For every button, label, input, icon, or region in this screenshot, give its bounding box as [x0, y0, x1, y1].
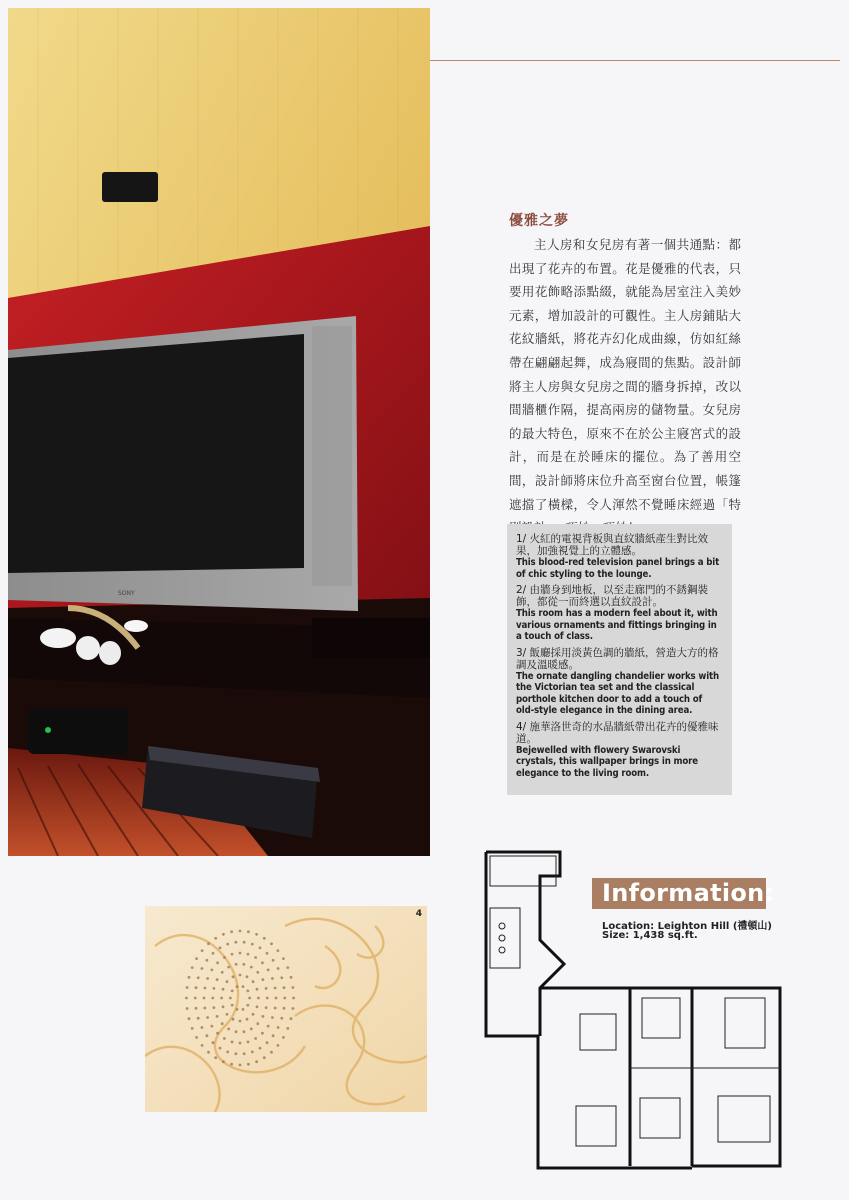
crystal-dot — [227, 1028, 230, 1031]
crystal-dot — [256, 1022, 259, 1025]
crystal-dot — [195, 986, 198, 989]
crystal-dot — [239, 974, 242, 977]
crystal-dot — [207, 1051, 210, 1054]
crystal-dot — [246, 990, 249, 993]
crystal-dot — [266, 1041, 269, 1044]
crystal-dot — [201, 949, 204, 952]
crystal-dot — [204, 1007, 207, 1010]
crystal-dot — [243, 941, 246, 944]
crystal-dot — [255, 1060, 258, 1063]
crystal-dot — [226, 943, 229, 946]
crystal-dot — [223, 956, 226, 959]
crystal-dot — [265, 987, 268, 990]
crystal-dot — [211, 969, 214, 972]
crystal-dot — [239, 952, 242, 955]
captions-box — [507, 524, 732, 795]
crystal-dot — [283, 1007, 286, 1010]
crystal-dot — [231, 953, 234, 956]
information-heading: Information: — [592, 878, 766, 909]
crystal-dot — [248, 997, 251, 1000]
crystal-dot — [267, 1025, 270, 1028]
crystal-dot — [254, 1037, 257, 1040]
crystal-dot — [222, 988, 225, 991]
crystal-dot — [251, 943, 254, 946]
location-text: Location: Leighton Hill (禮頓山) — [602, 921, 772, 932]
size-text: Size: 1,438 sq.ft. — [602, 930, 698, 941]
crystal-dot — [201, 1026, 204, 1029]
crystal-dot — [231, 990, 234, 993]
crystal-dot — [203, 997, 206, 1000]
caption-en: This blood-red television panel brings a bit of chic styling to the lounge. — [516, 557, 720, 580]
crystal-dot — [274, 987, 277, 990]
crystal-dot — [256, 988, 259, 991]
crystal-dot — [274, 1007, 277, 1010]
crystal-dot — [211, 997, 214, 1000]
crystal-dot — [222, 1060, 225, 1063]
crystal-dot — [207, 942, 210, 945]
crystal-dot — [246, 1004, 249, 1007]
photo-number: 4 — [415, 909, 422, 919]
crystal-dot — [185, 997, 188, 1000]
crystal-dot — [272, 1034, 275, 1037]
crystal-dot — [222, 1005, 225, 1008]
crystal-dot — [255, 933, 258, 936]
crystal-dot — [235, 1052, 238, 1055]
crystal-dot — [282, 1036, 285, 1039]
crystal-dot — [239, 1020, 242, 1023]
crystal-dot — [221, 971, 224, 974]
crystal-dot — [239, 1042, 242, 1045]
crystal-dot — [283, 997, 286, 1000]
crystal-dot — [250, 1028, 253, 1031]
wallpaper-photo — [145, 906, 427, 1112]
crystal-dot — [231, 1004, 234, 1007]
crystal-dot — [252, 980, 255, 983]
caption-en: This room has a modern feel about it, with various ornaments and fittings bringing in a touch of class. — [516, 608, 718, 642]
crystal-dot — [188, 976, 191, 979]
crystal-dot — [277, 1026, 280, 1029]
crystal-dot — [257, 997, 260, 1000]
article-title: 優雅之夢 — [509, 213, 569, 229]
crystal-dot — [262, 978, 265, 981]
crystal-dot — [236, 1008, 239, 1011]
crystal-dot — [256, 971, 259, 974]
crystal-dot — [286, 966, 289, 969]
crystal-dot — [206, 1016, 209, 1019]
crystal-dot — [272, 959, 275, 962]
crystal-dot — [290, 1017, 293, 1020]
crystal-dot — [216, 978, 219, 981]
crystal-dot — [235, 1030, 238, 1033]
crystal-dot — [246, 975, 249, 978]
crystal-dot — [247, 1041, 250, 1044]
crystal-dot — [292, 1007, 295, 1010]
living-room-photo — [8, 8, 430, 856]
crystal-dot — [280, 1017, 283, 1020]
crystal-dot — [195, 1007, 198, 1010]
crystal-dot — [216, 1015, 219, 1018]
crystal-dot — [282, 957, 285, 960]
speaker-shape — [102, 172, 158, 202]
crystal-dot — [239, 930, 242, 933]
crystal-dot — [247, 953, 250, 956]
caption-3 — [516, 647, 723, 717]
crystal-dot — [266, 952, 269, 955]
crystal-dot — [243, 1030, 246, 1033]
crystal-dot — [263, 1056, 266, 1059]
crystal-dot — [286, 1027, 289, 1030]
crystal-dot — [259, 947, 262, 950]
crystal-dot — [277, 949, 280, 952]
crystal-dot — [277, 1044, 280, 1047]
crystal-dot — [247, 1063, 250, 1066]
crystal-dot — [243, 963, 246, 966]
crystal-dot — [195, 957, 198, 960]
crystal-dot — [231, 1041, 234, 1044]
crystal-dot — [263, 937, 266, 940]
crystal-dot — [275, 997, 278, 1000]
crystal-dot — [262, 1015, 265, 1018]
crystal-dot — [213, 1006, 216, 1009]
crystal-dot — [197, 1017, 200, 1020]
crystal-dot — [270, 1051, 273, 1054]
crystal-dot — [206, 959, 209, 962]
crystal-dot — [195, 1036, 198, 1039]
crystal-dot — [290, 976, 293, 979]
crystal-dot — [243, 1052, 246, 1055]
crystal-dot — [226, 1051, 229, 1054]
caption-zh: 2/ 由牆身到地板，以至走廊門的不銹鋼裝飾，都從一而終選以直紋設計。 — [516, 584, 709, 608]
crystal-dot — [242, 1008, 245, 1011]
crystal-dot — [270, 942, 273, 945]
crystal-dot — [201, 1044, 204, 1047]
crystal-dot — [212, 952, 215, 955]
crystal-dot — [261, 1032, 264, 1035]
crystal-dot — [186, 1007, 189, 1010]
crystal-dot — [283, 986, 286, 989]
crystal-dot — [227, 966, 230, 969]
crystal-dot — [250, 966, 253, 969]
crystal-dot — [267, 969, 270, 972]
crystal-dot — [206, 977, 209, 980]
crystal-dot — [229, 997, 232, 1000]
crystal-dot — [201, 967, 204, 970]
crystal-dot — [186, 986, 189, 989]
crystal-dot — [191, 1027, 194, 1030]
crystal-dot — [292, 986, 295, 989]
crystal-dot — [216, 1032, 219, 1035]
crystal-dot — [219, 1047, 222, 1050]
caption-1 — [516, 533, 723, 580]
crystal-dot — [252, 1013, 255, 1016]
crystal-dot — [204, 987, 207, 990]
crystal-dot — [191, 966, 194, 969]
article-body: 主人房和女兒房有著一個共通點：都出現了花卉的布置。花是優雅的代表，只要用花飾略添點綴，就能為居室注入美妙元素，增加設計的可觀性。主人房鋪貼大花紋牆紙，將花卉幻化成曲線，仿如紅絲帶在翩翩起舞，成為寢間的焦點。設計師將主人房與女兒房之間的牆身拆掉，改以間牆櫃作隔，提高兩房的儲物量。女兒房的最大特色，原來不在於公主寢宮式的設計，而是在於睡床的擺位。為了善用空間，設計師將床位升高至窗台位置，帳篷遮擋了橫樑，令人渾然不覺睡床經過「特 — [509, 237, 741, 512]
crystal-dot — [266, 997, 269, 1000]
crystal-dot — [256, 1005, 259, 1008]
caption-zh: 1/ 火紅的電視背板與直紋牆紙產生對比效果，加強視覺上的立體感。 — [516, 533, 709, 557]
crystal-dot — [247, 930, 250, 933]
crystal-dot — [213, 987, 216, 990]
crystal-dot — [277, 967, 280, 970]
crystal-dot — [236, 985, 239, 988]
crystal-dot — [226, 980, 229, 983]
crystal-dot — [223, 1037, 226, 1040]
crystal-dot — [235, 963, 238, 966]
crystal-dot — [271, 977, 274, 980]
caption-en: Bejewelled with flowery Swarovski crystals, this wallpaper brings in more elegance to the living room. — [516, 744, 698, 779]
caption-en: The ornate dangling chandelier works with the Victorian tea set and the classical porthole kitchen door to add a touch of old-style elegance in the dining area. — [516, 670, 719, 716]
svg-text:SONY: SONY — [118, 590, 135, 597]
crystal-dot — [280, 976, 283, 979]
crystal-dot — [259, 1047, 262, 1050]
crystal-dot — [232, 1018, 235, 1021]
crystal-dot — [251, 1051, 254, 1054]
crystal-dot — [246, 1018, 249, 1021]
crystal-dot — [216, 961, 219, 964]
crystal-dot — [242, 985, 245, 988]
crystal-dot — [206, 1034, 209, 1037]
caption-4 — [516, 721, 723, 780]
crystal-dot — [230, 1063, 233, 1066]
caption-2 — [516, 584, 723, 643]
caption-zh: 3/ 飯廳採用淡黃色調的牆紙，營造大方的格調及溫暖感。 — [516, 646, 719, 671]
crystal-dot — [219, 947, 222, 950]
crystal-dot — [220, 997, 223, 1000]
crystal-dot — [214, 937, 217, 940]
crystal-dot — [265, 1006, 268, 1009]
crystal-dot — [188, 1017, 191, 1020]
crystal-dot — [254, 956, 257, 959]
crystal-dot — [261, 961, 264, 964]
crystal-dot — [214, 1056, 217, 1059]
crystal-dot — [292, 997, 295, 1000]
crystal-dot — [271, 1016, 274, 1019]
crystal-dot — [232, 975, 235, 978]
crystal-dot — [197, 976, 200, 979]
crystal-dot — [230, 930, 233, 933]
crystal-dot — [212, 1041, 215, 1044]
crystal-dot — [221, 1022, 224, 1025]
crystal-dot — [226, 1013, 229, 1016]
crystal-dot — [211, 1025, 214, 1028]
crystal-dot — [239, 1064, 242, 1067]
crystal-dot — [194, 997, 197, 1000]
crystal-dot — [235, 941, 238, 944]
caption-zh: 4/ 施華洛世奇的水晶牆紙帶出花卉的優雅味道。 — [516, 720, 719, 745]
crystal-dot — [222, 933, 225, 936]
